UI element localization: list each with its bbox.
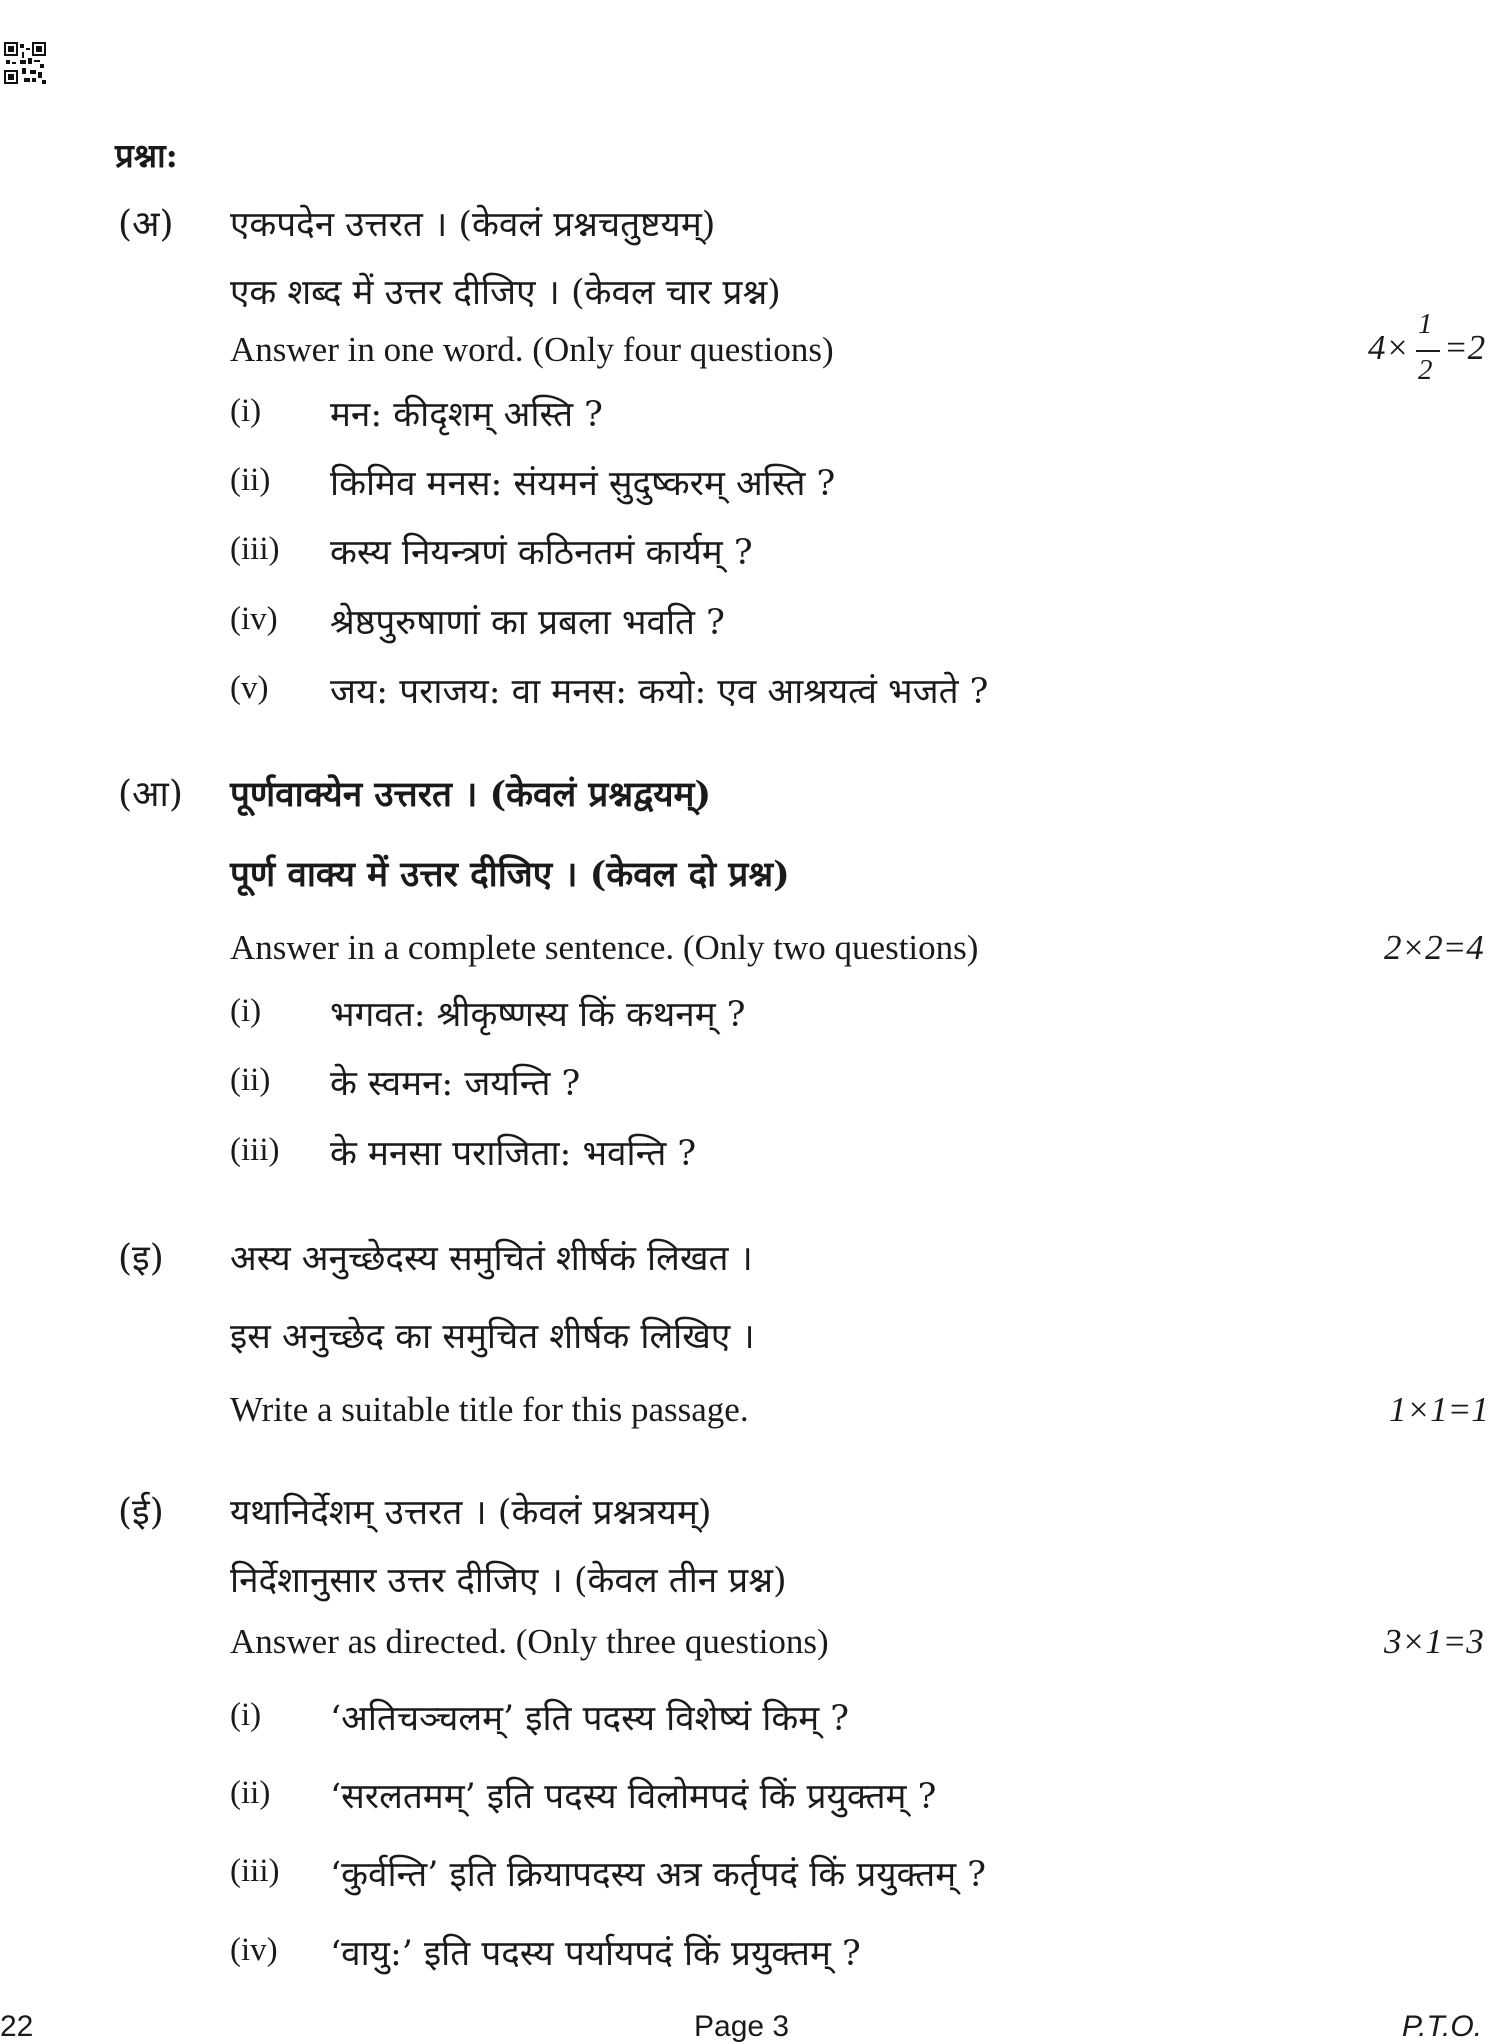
question-number: (ii) (230, 1775, 271, 1811)
section-instruction-sanskrit: यथानिर्देशम् उत्तरत । (केवलं प्रश्नत्रयम्) (230, 1493, 712, 1533)
question-text: मन: कीदृशम् अस्ति ? (330, 395, 603, 435)
fraction-bar (1416, 350, 1440, 352)
question-text: ‘अतिचञ्चलम्’ इति पदस्य विशेष्यं किम् ? (330, 1699, 850, 1739)
section-label: (ई) (118, 1492, 164, 1533)
section-marks: 2×2=4 (1384, 928, 1484, 967)
question-text: भगवत: श्रीकृष्णस्य किं कथनम् ? (330, 995, 746, 1035)
question-number: (iv) (230, 601, 278, 637)
footer-page-number: Page 3 (694, 2010, 790, 2043)
footer-code: 22 (0, 2010, 34, 2043)
question-number: (i) (230, 993, 262, 1029)
question-text: कस्य नियन्त्रणं कठिनतमं कार्यम् ? (330, 533, 753, 573)
question-text: के स्वमन: जयन्ति ? (330, 1064, 581, 1104)
section-marks (1368, 308, 1498, 400)
question-text: ‘वायु:’ इति पदस्य पर्यायपदं किं प्रयुक्तम् ? (330, 1934, 861, 1974)
question-number: (iii) (230, 1853, 280, 1889)
section-instruction-sanskrit: एकपदेन उत्तरत । (केवलं प्रश्नचतुष्टयम्) (230, 205, 716, 245)
section-instruction-english: Answer in a complete sentence. (Only two questions) (230, 928, 979, 967)
section-instruction-english: Answer in one word. (Only four questions) (230, 330, 834, 369)
question-number: (iv) (230, 1932, 278, 1968)
section-instruction-hindi: इस अनुच्छेद का समुचित शीर्षक लिखिए । (230, 1317, 755, 1357)
section-label: (इ) (118, 1238, 164, 1279)
section-instruction-hindi: एक शब्द में उत्तर दीजिए । (केवल चार प्रश्न) (230, 273, 781, 313)
footer-pto: P.T.O. (1402, 2010, 1483, 2043)
question-number: (ii) (230, 462, 271, 498)
question-text: ‘कुर्वन्ति’ इति क्रियापदस्य अत्र कर्तृपदं किं प्रयुक्तम् ? (330, 1855, 987, 1895)
section-instruction-sanskrit: अस्य अनुच्छेदस्य समुचितं शीर्षकं लिखत । (230, 1239, 753, 1279)
question-number: (iii) (230, 1132, 280, 1168)
question-number: (iii) (230, 531, 280, 567)
marks-fraction-numerator: 1 (1418, 308, 1433, 340)
marks-total: =2 (1444, 328, 1486, 367)
section-label: (आ) (118, 774, 183, 815)
section-instruction-hindi: निर्देशानुसार उत्तर दीजिए । (केवल तीन प्रश्न) (230, 1561, 787, 1601)
question-number: (i) (230, 1697, 262, 1733)
section-instruction-english: Answer as directed. (Only three questions) (230, 1622, 829, 1661)
marks-multiplier: 4× (1368, 328, 1410, 367)
qr-code-icon (4, 42, 46, 84)
marks-fraction-denominator: 2 (1418, 354, 1433, 386)
question-text: श्रेष्ठपुरुषाणां का प्रबला भवति ? (330, 603, 725, 643)
question-text: जय: पराजय: वा मनस: कयो: एव आश्रयत्वं भजते ? (330, 672, 989, 712)
question-text: किमिव मनस: संयमनं सुदुष्करम् अस्ति ? (330, 464, 836, 504)
section-label: (अ) (118, 204, 174, 245)
section-marks: 3×1=3 (1384, 1622, 1484, 1661)
question-text: के मनसा पराजिता: भवन्ति ? (330, 1134, 697, 1174)
section-instruction-hindi: पूर्ण वाक्य में उत्तर दीजिए । (केवल दो प्रश्न) (230, 854, 790, 895)
section-marks: 1×1=1 (1389, 1390, 1489, 1429)
question-number: (v) (230, 670, 269, 706)
section-instruction-english: Write a suitable title for this passage. (230, 1390, 749, 1429)
question-number: (ii) (230, 1062, 271, 1098)
question-number: (i) (230, 393, 262, 429)
question-text: ‘सरलतमम्’ इति पदस्य विलोमपदं किं प्रयुक्तम् ? (330, 1777, 937, 1817)
questions-heading: प्रश्ना: (115, 136, 178, 175)
section-instruction-sanskrit: पूर्णवाक्येन उत्तरत । (केवलं प्रश्नद्वयम्) (230, 774, 712, 815)
